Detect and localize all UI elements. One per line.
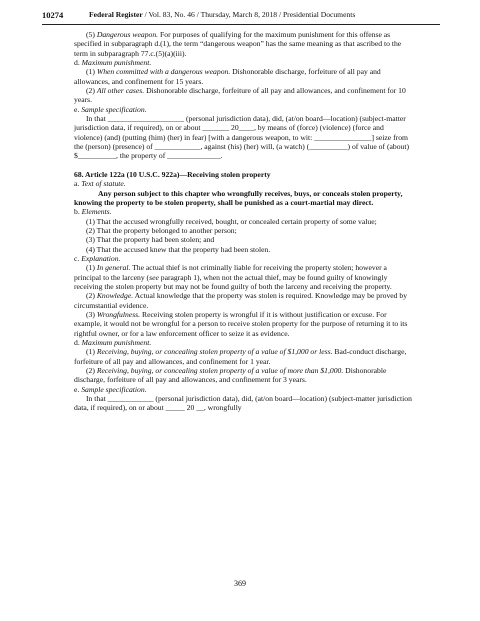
paragraph-in-general: (1) In general. The actual thief is not criminally liable for receiving the property stolen; however a principal to the larceny (see paragraph 1), when not the actual thief, may be found guilty of knowingly receiving the stolen property but may not be found guilty of both the larceny and receiving the property.	[74, 263, 392, 291]
header-details: / Vol. 83, No. 46 / Thursday, March 8, 2018 / Presidential Documents	[142, 10, 356, 19]
paragraph-wrongfulness: (3) Wrongfulness. Receiving stolen property is wrongful if it is without justification or excuse. For example, it would not be wrongful for a person to receive stolen property for the purpose of returning it to its rightful owner, or for a law enforcement officer to seize it as evidence.	[74, 309, 408, 338]
element-3: (3) That the property had been stolen; and	[86, 235, 215, 245]
paragraph-punishment-1000-or-less: (1) Receiving, buying, or concealing stolen property of a value of $1,000 or less. Bad-conduct discharge, forfeiture of all pay and allowances, and confinement for 1 year.	[74, 347, 407, 366]
subheading-elements: b. Elements.	[74, 207, 112, 217]
subheading-maximum-punishment: d. Maximum punishment.	[74, 58, 152, 68]
header-page-number: 10274	[42, 10, 64, 20]
paragraph-knowledge: (2) Knowledge. Actual knowledge that the property was stolen is required. Knowledge may be proved by circumstantial evidence.	[74, 291, 408, 310]
section-heading-68: 68. Article 122a (10 U.S.C. 922a)—Receiving stolen property	[74, 169, 271, 179]
element-1: (1) That the accused wrongfully received, bought, or concealed certain property of some value;	[86, 216, 377, 226]
statute-text: Any person subject to this chapter who wrongfully receives, buys, or conceals stolen property, knowing the property to be stolen property, shall be punished as a court-martial may direct.	[74, 188, 403, 207]
paragraph-other-cases: (2) All other cases. Dishonorable discharge, forfeiture of all pay and allowances, and confinement for 10 years.	[74, 86, 406, 105]
subheading-text-of-statute: a. Text of statute.	[74, 179, 126, 189]
element-4: (4) That the accused knew that the property had been stolen.	[86, 244, 271, 254]
running-header	[42, 10, 440, 24]
header-rule	[42, 24, 440, 25]
subheading-maximum-punishment-2: d. Maximum punishment.	[74, 338, 152, 347]
subheading-explanation: c. Explanation.	[74, 253, 121, 263]
subheading-sample-specification-2: e. Sample specification.	[74, 384, 147, 394]
header-journal: Federal Register	[89, 10, 143, 19]
element-2: (2) That the property belonged to another person;	[86, 225, 237, 235]
paragraph-specification-robbery: In that ____________________ (personal jurisdiction data), did, (at/on board—location) (subject-matter jurisdiction data, if required), on or about _______ 20____, by means of (force) (violence) (force and violence) (and) (putting (him) (her) in fear) [with a dangerous weapon, to wit: _______________] seize from the (person) (presence) of ____________, against (his) (her) will, (a watch) (__________) of value of (about) $__________, the property of ______________.	[74, 114, 410, 161]
page-footer-number: 369	[234, 579, 246, 588]
paragraph-dangerous-weapon: (5) Dangerous weapon. For purposes of qualifying for the maximum punishment for this offense as specified in subparagraph d.(1), the term “dangerous weapon” has the same meaning as that ascribed to the term in subparagraph 77.c.(5)(a)(iii).	[74, 30, 402, 58]
paragraph-punishment-over-1000: (2) Receiving, buying, or concealing stolen property of a value of more than $1,000. Dishonorable discharge, forfeiture of all pay and allowances, and confinement for 3 years.	[74, 366, 387, 385]
subheading-sample-specification: e. Sample specification.	[74, 104, 147, 114]
paragraph-with-weapon: (1) When committed with a dangerous weapon. Dishonorable discharge, forfeiture of all pay and allowances, and confinement for 15 years.	[74, 67, 381, 86]
document-body	[74, 30, 414, 413]
paragraph-specification-receiving: In that ____________ (personal jurisdiction data), did, (at/on board—location) (subject-matter jurisdiction data, if required), on or about _____ 20 __, wrongfully	[74, 394, 412, 413]
header-citation	[89, 10, 355, 19]
